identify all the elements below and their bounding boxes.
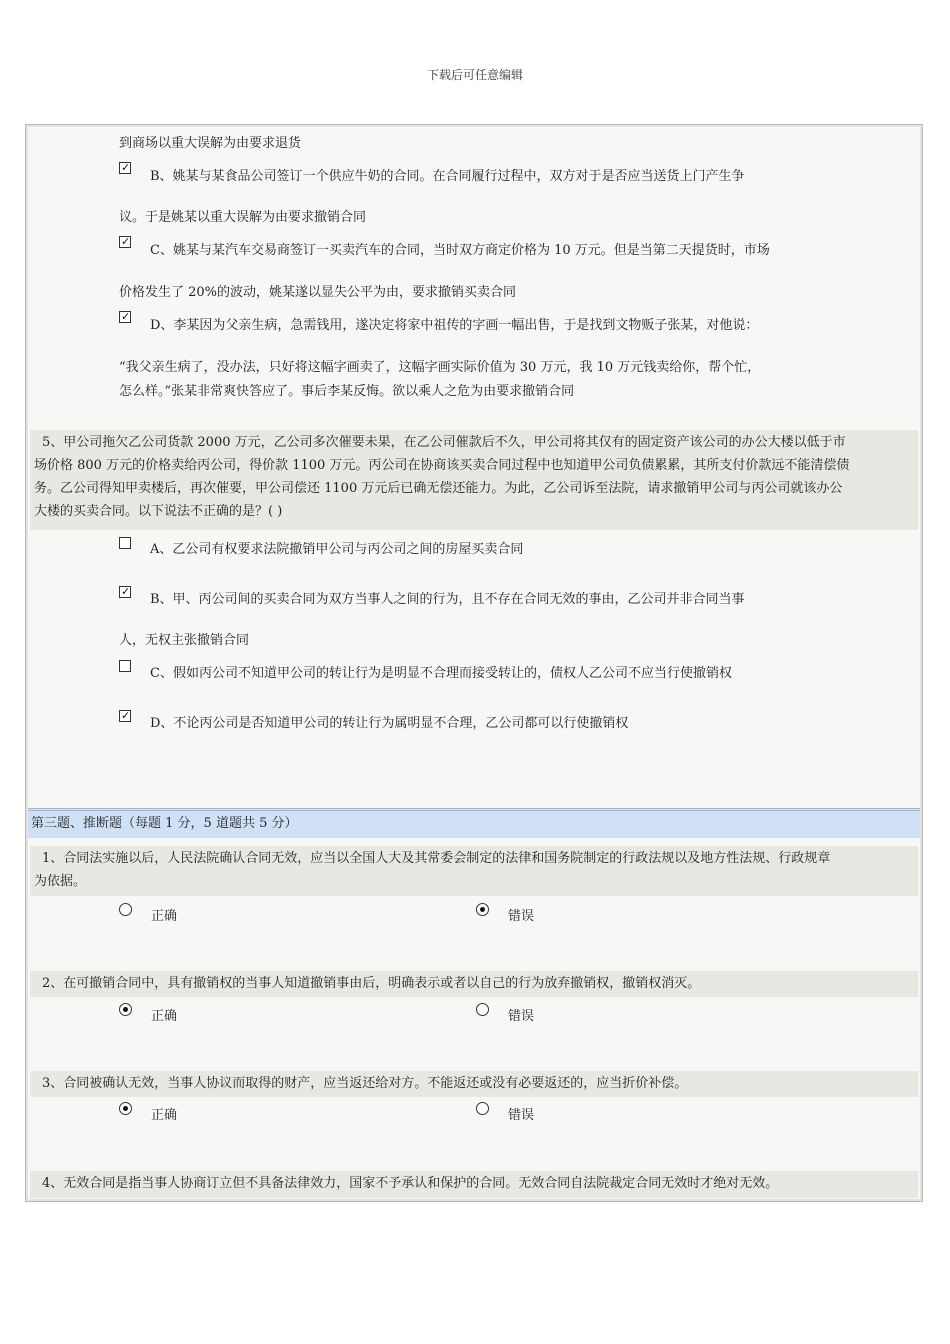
judge-q3-true-label: 正确 (151, 1108, 178, 1123)
q5-option-a-checkbox[interactable] (119, 537, 131, 549)
judge-q4-stem-line: 4、无效合同是指当事人协商订立但不具备法律效力，国家不予承认和保护的合同。无效合同自法院裁定合同无效时才绝对无效。 (42, 1176, 779, 1191)
judge-q1-true-label: 正确 (151, 909, 178, 924)
q4-option-d-text: D、李某因为父亲生病，急需钱用，遂决定将家中祖传的字画一幅出售，于是找到文物贩子张某，对他说： (150, 318, 759, 333)
q4-option-c-text-cont: 价格发生了 20%的波动，姚某遂以显失公平为由，要求撤销买卖合同 (119, 285, 517, 300)
q4-option-d-text-cont: “我父亲生病了，没办法，只好将这幅字画卖了，这幅字画实际价值为 30 万元，我 10 万元钱卖给你，帮个忙， (119, 360, 761, 375)
judge-q1-false-radio[interactable] (476, 903, 489, 916)
judge-q3-false-radio[interactable] (476, 1102, 489, 1115)
q5-stem (30, 430, 918, 530)
judge-q2-stem (30, 971, 918, 997)
judge-q1-stem (30, 846, 918, 896)
q5-option-d-text: D、不论丙公司是否知道甲公司的转让行为属明显不合理，乙公司都可以行使撤销权 (150, 716, 629, 731)
q4-option-a-continuation: 到商场以重大误解为由要求退货 (119, 136, 302, 151)
q4-option-b-text-cont: 议。于是姚某以重大误解为由要求撤销合同 (119, 210, 367, 225)
q5-stem-line: 大楼的买卖合同。以下说法不正确的是？( ) (34, 504, 283, 519)
judge-q1-true-radio[interactable] (119, 903, 132, 916)
q5-stem-line: 5、甲公司拖欠乙公司货款 2000 万元，乙公司多次催要未果，在乙公司催款后不久，甲公司将其仅有的固定资产该公司的办公大楼以低于市 (42, 435, 846, 450)
judge-q2-true-radio[interactable] (119, 1003, 132, 1016)
q4-option-c-text: C、姚某与某汽车交易商签订一买卖汽车的合同，当时双方商定价格为 10 万元。但是当第二天提货时，市场 (150, 243, 770, 258)
judge-q2-false-radio[interactable] (476, 1003, 489, 1016)
q5-option-a-text: A、乙公司有权要求法院撤销甲公司与丙公司之间的房屋买卖合同 (150, 542, 524, 557)
page-header: 下载后可任意编辑 (426, 68, 523, 82)
q5-option-c-checkbox[interactable] (119, 660, 131, 672)
q5-option-b-checkbox[interactable] (119, 586, 131, 598)
q4-option-b-checkbox[interactable] (119, 162, 131, 174)
q5-option-b-text: B、甲、丙公司间的买卖合同为双方当事人之间的行为，且不存在合同无效的事由，乙公司并非合同当事 (150, 592, 745, 607)
judge-q2-true-label: 正确 (151, 1009, 178, 1024)
judge-q1-stem-line: 为依据。 (34, 874, 87, 889)
judge-q3-false-label: 错误 (508, 1108, 535, 1123)
judge-q3-true-radio[interactable] (119, 1102, 132, 1115)
judge-q3-stem-line: 3、合同被确认无效，当事人协议而取得的财产，应当返还给对方。不能返还或没有必要返还的，应当折价补偿。 (42, 1076, 688, 1091)
judge-q4-stem (30, 1171, 918, 1198)
judge-q2-false-label: 错误 (508, 1009, 535, 1024)
judge-q1-false-label: 错误 (508, 909, 535, 924)
judge-q2-stem-line: 2、在可撤销合同中，具有撤销权的当事人知道撤销事由后，明确表示或者以自己的行为放弃撤销权，撤销权消灭。 (42, 976, 701, 991)
q5-stem-line: 场价格 800 万元的价格卖给丙公司，得价款 1100 万元。丙公司在协商该买卖合同过程中也知道甲公司负债累累，其所支付价款远不能清偿债 (34, 458, 850, 473)
q5-option-c-text: C、假如丙公司不知道甲公司的转让行为是明显不合理而接受转让的，债权人乙公司不应当行使撤销权 (150, 666, 732, 681)
q4-option-d-text-cont2: 怎么样。”张某非常爽快答应了。事后李某反悔。欲以乘人之危为由要求撤销合同 (119, 384, 575, 399)
section-header (28, 808, 920, 838)
judge-q1-stem-line: 1、合同法实施以后，人民法院确认合同无效，应当以全国人大及其常委会制定的法律和国务院制定的行政法规以及地方性法规、行政规章 (42, 851, 831, 866)
section-title: 第三题、推断题（每题 1 分，5 道题共 5 分） (31, 816, 298, 831)
q4-option-b-text: B、姚某与某食品公司签订一个供应牛奶的合同。在合同履行过程中，双方对于是否应当送货上门产生争 (150, 169, 745, 184)
q4-option-d-checkbox[interactable] (119, 311, 131, 323)
q4-option-c-checkbox[interactable] (119, 236, 131, 248)
q5-option-b-text-cont: 人，无权主张撤销合同 (119, 633, 250, 648)
q5-option-d-checkbox[interactable] (119, 710, 131, 722)
judge-q3-stem (30, 1071, 918, 1097)
q5-stem-line: 务。乙公司得知甲卖楼后，再次催要，甲公司偿还 1100 万元后已确无偿还能力。为此，乙公司诉至法院，请求撤销甲公司与丙公司就该办公 (34, 481, 843, 496)
